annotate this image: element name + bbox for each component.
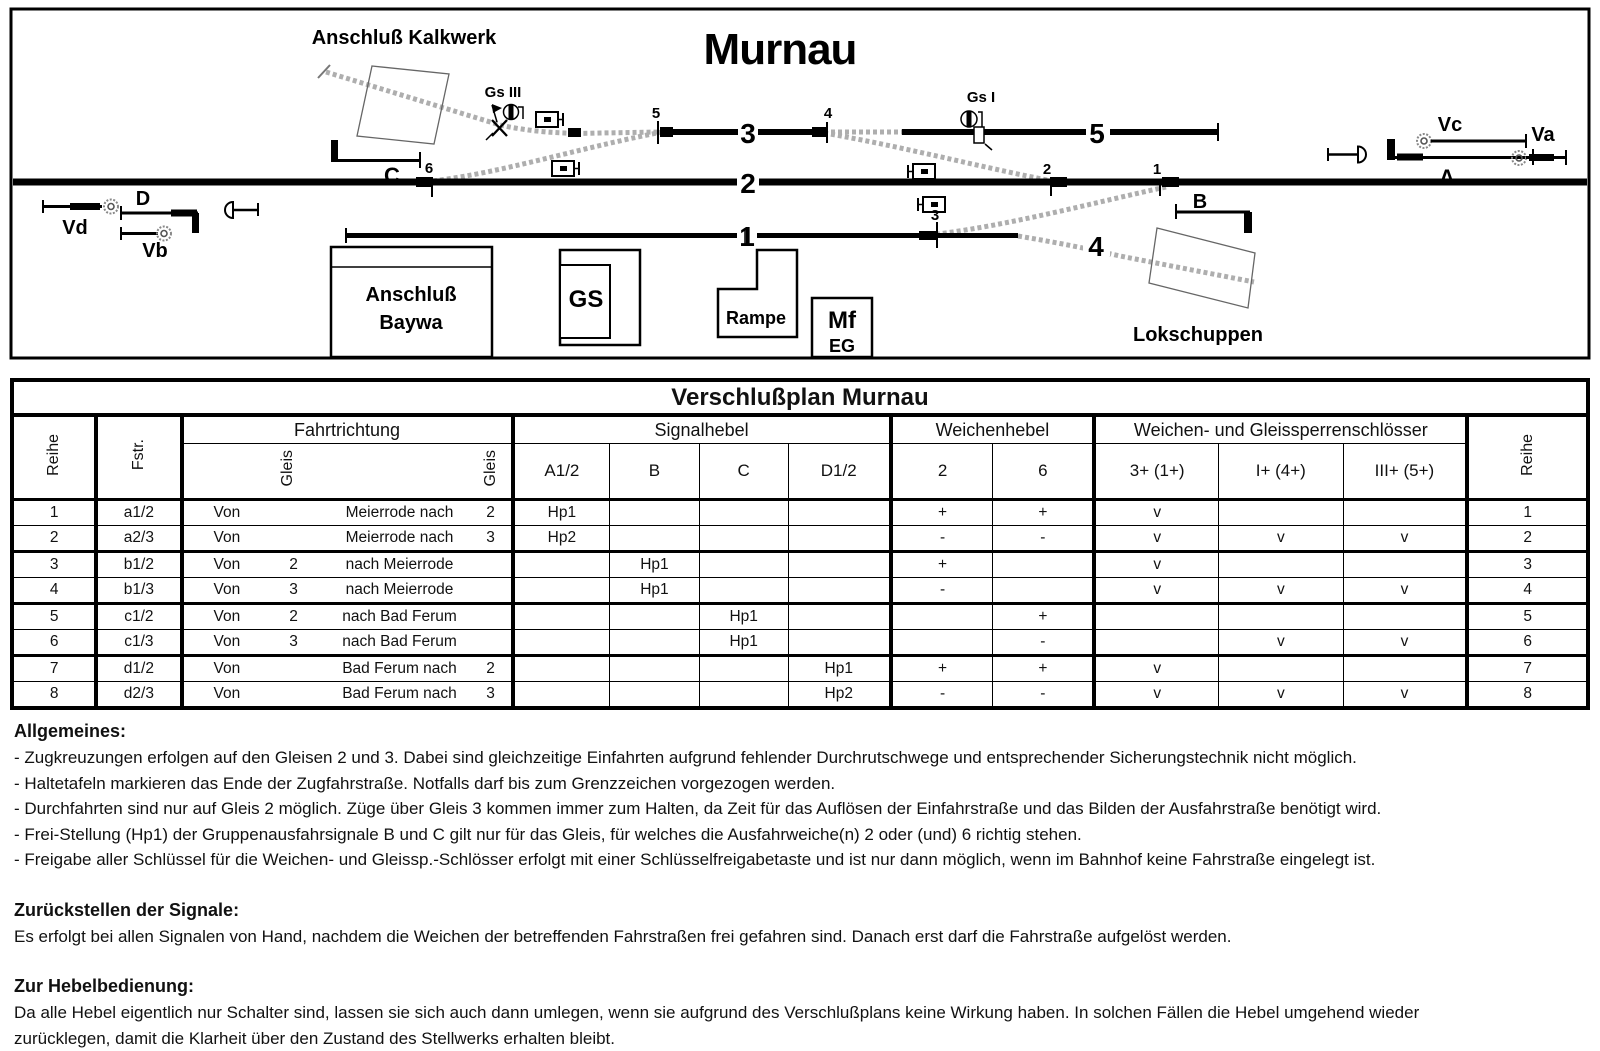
cell-b <box>610 526 699 552</box>
cell-a12 <box>513 682 610 709</box>
cell-c <box>699 682 788 709</box>
cell-reihe: 1 <box>12 500 96 526</box>
cell-reihe: 3 <box>1467 552 1588 578</box>
fahrt-von: Von <box>213 529 241 546</box>
block-switch2 <box>1050 177 1067 187</box>
block-kalkwerk-curve <box>568 128 581 137</box>
cell-d12: Hp1 <box>788 656 890 682</box>
cell-w2: + <box>891 500 993 526</box>
cell-reihe: 1 <box>1467 500 1588 526</box>
cell-s1: v <box>1094 682 1218 709</box>
cell-reihe: 3 <box>12 552 96 578</box>
table-title: Verschlußplan Murnau <box>12 380 1588 415</box>
cell-fstr: c1/3 <box>96 630 181 656</box>
allgemeines-section <box>14 718 1588 873</box>
fahrt-route: nach Meierrode <box>345 556 454 573</box>
table-row <box>12 500 1588 526</box>
header-schloss-2: I+ (4+) <box>1219 444 1343 500</box>
cell-s3: v <box>1343 578 1467 604</box>
cell-reihe: 5 <box>12 604 96 630</box>
cell-b: Hp1 <box>610 578 699 604</box>
hebelbedienung-heading: Zur Hebelbedienung: <box>14 976 194 996</box>
fahrt-to: 3 <box>486 529 495 546</box>
cell-reihe: 4 <box>12 578 96 604</box>
station-title: Murnau <box>703 25 857 74</box>
cell-s1: v <box>1094 500 1218 526</box>
header-reihe-left: Reihe <box>12 415 96 500</box>
verschlussplan-table <box>10 378 1590 710</box>
cell-s3 <box>1343 604 1467 630</box>
switch-4-label: 4 <box>823 105 833 122</box>
fahrt-route: Bad Ferum nach <box>342 660 457 677</box>
cell-reihe: 6 <box>12 630 96 656</box>
signal-vb-label: Vb <box>142 240 168 262</box>
track-1-number: 1 <box>739 221 755 252</box>
cell-d12 <box>788 630 890 656</box>
eg-label: EG <box>828 336 856 356</box>
cell-w6: - <box>993 526 1094 552</box>
cell-w6 <box>993 552 1094 578</box>
table-row <box>12 656 1588 682</box>
cell-reihe: 7 <box>1467 656 1588 682</box>
baywa-label-line2: Baywa <box>379 312 443 334</box>
fahrt-route: nach Bad Ferum <box>342 633 457 650</box>
fahrt-von: Von <box>213 633 241 650</box>
header-signal-c: C <box>699 444 788 500</box>
switch-1-label: 1 <box>1152 161 1162 178</box>
cell-a12 <box>513 656 610 682</box>
cell-s2: v <box>1219 526 1343 552</box>
fahrt-from: 2 <box>289 608 298 625</box>
cell-b <box>610 630 699 656</box>
mf-label: Mf <box>828 307 856 334</box>
table-row <box>12 604 1588 630</box>
cell-fahrtrichtung <box>182 604 513 630</box>
cell-w2 <box>891 604 993 630</box>
header-weiche-2: 2 <box>891 444 993 500</box>
switch-3-label: 3 <box>930 207 940 224</box>
switch-2-label: 2 <box>1042 161 1052 178</box>
kalkwerk-label: Anschluß Kalkwerk <box>311 27 497 49</box>
cell-s2 <box>1219 656 1343 682</box>
cell-s1: v <box>1094 578 1218 604</box>
cell-w6: + <box>993 500 1094 526</box>
cell-fstr: d2/3 <box>96 682 181 709</box>
cell-s3: v <box>1343 630 1467 656</box>
header-signal-d12: D1/2 <box>788 444 890 500</box>
cell-reihe: 7 <box>12 656 96 682</box>
note-line: - Zugkreuzungen erfolgen auf den Gleisen 2 und 3. Dabei sind gleichzeitige Einfahrten aufgrund fehlender Durchrutschwege und entsprechender Sicherungstechnik nicht möglich. <box>14 748 1357 767</box>
cell-reihe: 5 <box>1467 604 1588 630</box>
cell-a12 <box>513 630 610 656</box>
cell-c <box>699 552 788 578</box>
fahrt-route: Meierrode nach <box>345 529 454 546</box>
block-track3-right <box>812 127 827 137</box>
cell-reihe: 8 <box>12 682 96 709</box>
fahrt-von: Von <box>213 660 241 677</box>
cell-w6 <box>993 578 1094 604</box>
cell-b <box>610 656 699 682</box>
signal-b-label: B <box>1192 191 1208 213</box>
block-switch6 <box>416 177 433 187</box>
cell-reihe: 2 <box>1467 526 1588 552</box>
cell-b <box>610 682 699 709</box>
fahrt-von: Von <box>213 556 241 573</box>
note-line: - Frei-Stellung (Hp1) der Gruppenausfahrsignale B und C gilt nur für das Gleis, für welches die Ausfahrweiche(n) 2 oder (und) 6 richtig stehen. <box>14 824 1082 844</box>
cell-s1 <box>1094 604 1218 630</box>
cell-reihe: 4 <box>1467 578 1588 604</box>
cell-d12 <box>788 500 890 526</box>
header-gleis: Gleis Gleis <box>182 444 513 500</box>
fahrt-from: 2 <box>289 556 298 573</box>
note-line: - Haltetafeln markieren das Ende der Zugfahrstraße. Notfalls darf bis zum Grenzzeichen vorgezogen werden. <box>14 773 836 793</box>
baywa-label-line1: Anschluß <box>365 284 457 306</box>
cell-fstr: a2/3 <box>96 526 181 552</box>
gs1-label: Gs I <box>966 89 996 106</box>
cell-w2: + <box>891 656 993 682</box>
signal-d-label: D <box>135 188 151 210</box>
table-row <box>12 526 1588 552</box>
cell-reihe: 8 <box>1467 682 1588 709</box>
fahrt-von: Von <box>213 608 241 625</box>
note-line: - Durchfahrten sind nur auf Gleis 2 möglich. Züge über Gleis 3 kommen immer zum Halten, da Zeit für das Auflösen der Einfahrstraße und das Bilden der Ausfahrstraße benötigt wird. <box>14 799 1382 818</box>
cell-d12: Hp2 <box>788 682 890 709</box>
lokschuppen-label: Lokschuppen <box>1132 324 1264 346</box>
cell-a12: Hp2 <box>513 526 610 552</box>
cell-fahrtrichtung <box>182 630 513 656</box>
fahrt-route: nach Meierrode <box>345 581 454 598</box>
fahrt-to: 3 <box>486 685 495 702</box>
cell-c: Hp1 <box>699 630 788 656</box>
zurueckstellen-section <box>14 897 1588 950</box>
header-schloesser: Weichen- und Gleissperrenschlösser <box>1094 415 1467 444</box>
cell-c <box>699 656 788 682</box>
cell-w6: - <box>993 682 1094 709</box>
cell-a12 <box>513 604 610 630</box>
header-fstr: Fstr. <box>96 415 181 500</box>
fahrt-to: 2 <box>486 504 495 521</box>
cell-d12 <box>788 526 890 552</box>
cell-c <box>699 500 788 526</box>
fahrt-from: 3 <box>289 581 298 598</box>
zurueckstellen-heading: Zurückstellen der Signale: <box>14 899 240 920</box>
cell-s2: v <box>1219 630 1343 656</box>
signal-vd-label: Vd <box>62 217 88 239</box>
cell-s1 <box>1094 630 1218 656</box>
cell-w2: + <box>891 552 993 578</box>
haltetafel-icon <box>536 112 563 127</box>
note-line: - Freigabe aller Schlüssel für die Weichen- und Gleissp.-Schlösser erfolgt mit einer Schlüsselfreigabetaste und ist nur dann möglich, wenn im Bahnhof keine Fahrstraße eingelegt ist. <box>14 850 1376 869</box>
cell-w2: - <box>891 682 993 709</box>
haltetafel-icon <box>552 161 579 176</box>
block-switch3 <box>919 231 937 240</box>
header-weiche-6: 6 <box>993 444 1094 500</box>
cell-d12 <box>788 578 890 604</box>
block-track3-left <box>660 127 673 137</box>
fahrt-route: nach Bad Ferum <box>342 608 457 625</box>
cell-fahrtrichtung <box>182 682 513 709</box>
cell-w2: - <box>891 526 993 552</box>
gs-building-label: GS <box>568 286 604 313</box>
cell-fstr: c1/2 <box>96 604 181 630</box>
fahrt-from: 3 <box>289 633 298 650</box>
cell-s1: v <box>1094 656 1218 682</box>
fahrt-von: Von <box>213 581 241 598</box>
track-2-number: 2 <box>740 168 756 199</box>
cell-fahrtrichtung <box>182 500 513 526</box>
header-signal-a12: A1/2 <box>513 444 610 500</box>
header-reihe-right: Reihe <box>1467 415 1588 500</box>
cell-d12 <box>788 604 890 630</box>
cell-fstr: b1/3 <box>96 578 181 604</box>
cell-a12: Hp1 <box>513 500 610 526</box>
cell-w6: + <box>993 604 1094 630</box>
gs3-label: Gs III <box>484 84 522 101</box>
track-3-number: 3 <box>740 118 756 149</box>
rampe-label: Rampe <box>725 308 787 328</box>
cell-reihe: 2 <box>12 526 96 552</box>
signal-c-label: C <box>384 163 400 188</box>
switch-5-label: 5 <box>651 105 661 122</box>
cell-fahrtrichtung <box>182 552 513 578</box>
signal-va-label: Va <box>1531 124 1555 146</box>
hebelbedienung-section <box>14 973 1588 1051</box>
cell-b <box>610 604 699 630</box>
cell-fahrtrichtung <box>182 656 513 682</box>
cell-s3 <box>1343 500 1467 526</box>
fahrt-to: 2 <box>486 660 495 677</box>
cell-reihe: 6 <box>1467 630 1588 656</box>
cell-fahrtrichtung <box>182 578 513 604</box>
cell-s3: v <box>1343 526 1467 552</box>
cell-c <box>699 526 788 552</box>
cell-a12 <box>513 578 610 604</box>
cell-d12 <box>788 552 890 578</box>
cell-s3 <box>1343 656 1467 682</box>
cell-fstr: a1/2 <box>96 500 181 526</box>
track-5-number: 5 <box>1089 118 1105 149</box>
haltetafel-icon <box>908 164 935 179</box>
block-switch1 <box>1162 177 1179 187</box>
table-row <box>12 552 1588 578</box>
cell-s2: v <box>1219 578 1343 604</box>
header-fahrtrichtung: Fahrtrichtung <box>182 415 513 444</box>
fahrt-route: Bad Ferum nach <box>342 685 457 702</box>
cell-a12 <box>513 552 610 578</box>
cell-c <box>699 578 788 604</box>
table-row <box>12 682 1588 709</box>
header-signal-b: B <box>610 444 699 500</box>
signal-vc-label: Vc <box>1437 114 1463 136</box>
cell-fstr: d1/2 <box>96 656 181 682</box>
cell-s2: v <box>1219 682 1343 709</box>
switch-6-label: 6 <box>424 160 434 177</box>
cell-s1: v <box>1094 526 1218 552</box>
cell-fahrtrichtung <box>182 526 513 552</box>
cell-s2 <box>1219 500 1343 526</box>
header-signalhebel: Signalhebel <box>513 415 891 444</box>
cell-w6: - <box>993 630 1094 656</box>
zurueckstellen-text: Es erfolgt bei allen Signalen von Hand, nachdem die Weichen der betreffenden Fahrstraßen frei gefahren sind. Danach erst darf die Fahrstraße aufgelöst werden. <box>14 926 1232 946</box>
cell-b <box>610 500 699 526</box>
cell-w2 <box>891 630 993 656</box>
track-4-number: 4 <box>1088 231 1104 262</box>
table-row <box>12 578 1588 604</box>
signal-a-label: A <box>1439 165 1455 190</box>
cell-s2 <box>1219 552 1343 578</box>
track-diagram <box>0 0 1600 365</box>
cell-w2: - <box>891 578 993 604</box>
cell-s2 <box>1219 604 1343 630</box>
cell-s3 <box>1343 552 1467 578</box>
notes-section <box>14 718 1588 1051</box>
allgemeines-heading: Allgemeines: <box>14 721 127 741</box>
fahrt-route: Meierrode nach <box>345 504 454 521</box>
hebelbedienung-text: Da alle Hebel eigentlich nur Schalter sind, lassen sie sich auch dann umlegen, wenn sie aufgrund des Verschlußplans keine Wirkung haben. In solchen Fällen die Hebel umgehend wieder zurücklegen, damit die Klarheit über den Zustand des Stellwerks erhalten bleibt. <box>14 1003 1420 1048</box>
header-weichenhebel: Weichenhebel <box>891 415 1095 444</box>
cell-fstr: b1/2 <box>96 552 181 578</box>
cell-c: Hp1 <box>699 604 788 630</box>
header-schloss-1: 3+ (1+) <box>1094 444 1218 500</box>
cell-s1: v <box>1094 552 1218 578</box>
cell-w6: + <box>993 656 1094 682</box>
fahrt-von: Von <box>213 504 241 521</box>
cell-b: Hp1 <box>610 552 699 578</box>
fahrt-von: Von <box>213 685 241 702</box>
cell-s3: v <box>1343 682 1467 709</box>
table-row <box>12 630 1588 656</box>
header-schloss-3: III+ (5+) <box>1343 444 1467 500</box>
